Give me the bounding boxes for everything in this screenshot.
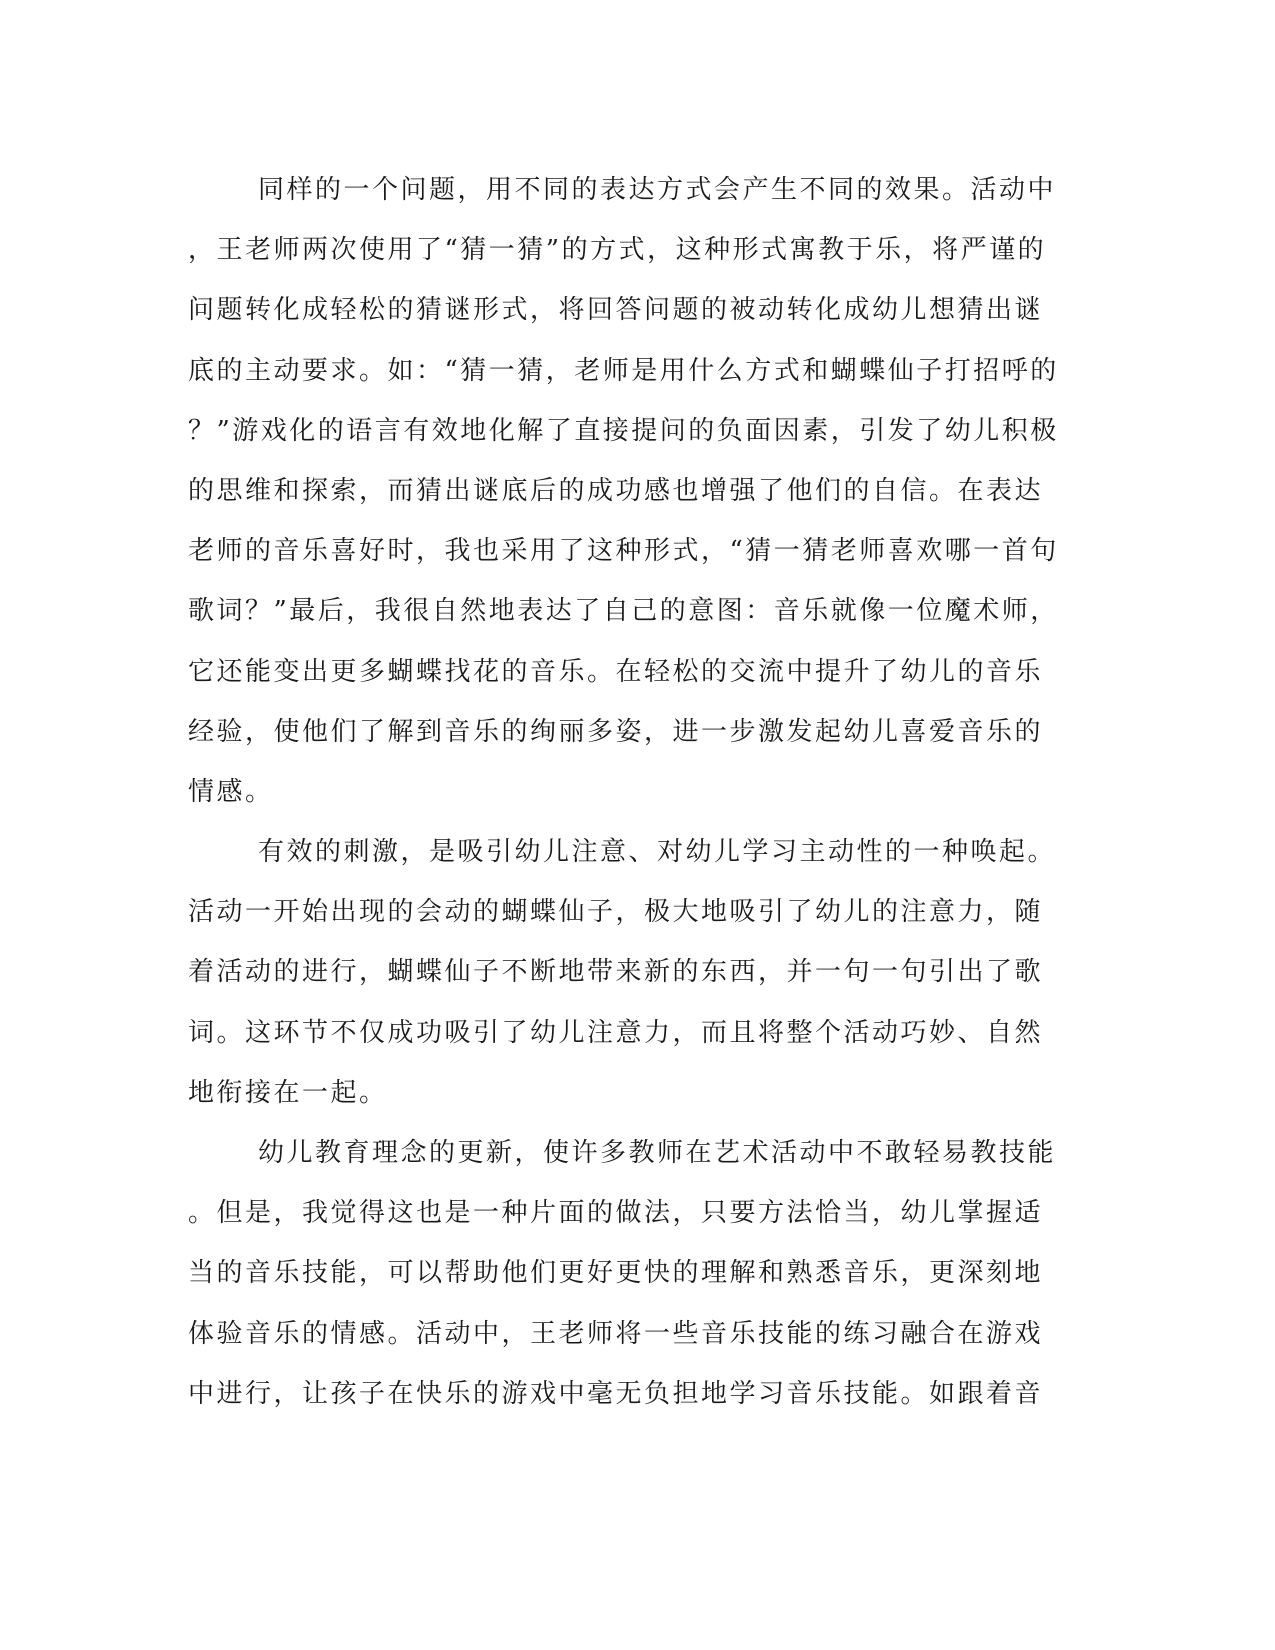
text-line: 活动一开始出现的会动的蝴蝶仙子，极大地吸引了幼儿的注意力，随 <box>188 897 1044 928</box>
text-line: ，王老师两次使用了“猜一猜”的方式，这种形式寓教于乐，将严谨的 <box>188 235 1047 266</box>
text-line: 问题转化成轻松的猜谜形式，将回答问题的被动转化成幼儿想猜出谜 <box>188 295 1044 326</box>
paragraph <box>188 160 1068 822</box>
text-line: 当的音乐技能，可以帮助他们更好更快的理解和熟悉音乐，更深刻地 <box>188 1258 1044 1289</box>
text-line: 经验，使他们了解到音乐的绚丽多姿，进一步激发起幼儿喜爱音乐的 <box>188 716 1044 747</box>
text-line: 情感。 <box>188 776 274 807</box>
text-line: 歌词？”最后，我很自然地表达了自己的意图：音乐就像一位魔术师， <box>188 596 1059 627</box>
text-line: ？”游戏化的语言有效地化解了直接提问的负面因素，引发了幼儿积极 <box>188 415 1059 446</box>
text-line: 它还能变出更多蝴蝶找花的音乐。在轻松的交流中提升了幼儿的音乐 <box>188 656 1044 687</box>
text-line: 词。这环节不仅成功吸引了幼儿注意力，而且将整个活动巧妙、自然 <box>188 1017 1044 1048</box>
text-line: 的思维和探索，而猜出谜底后的成功感也增强了他们的自信。在表达 <box>188 475 1044 506</box>
text-line: 。但是，我觉得这也是一种片面的做法，只要方法恰当，幼儿掌握适 <box>188 1198 1044 1229</box>
text-line: 体验音乐的情感。活动中，王老师将一些音乐技能的练习融合在游戏 <box>188 1318 1044 1349</box>
text-line: 底的主动要求。如：“猜一猜，老师是用什么方式和蝴蝶仙子打招呼的 <box>188 355 1059 386</box>
text-line: 有效的刺激，是吸引幼儿注意、对幼儿学习主动性的一种唤起。 <box>258 837 1057 868</box>
paragraph <box>188 822 1068 1123</box>
text-line: 同样的一个问题，用不同的表达方式会产生不同的效果。活动中 <box>258 175 1057 205</box>
text-line: 地衔接在一起。 <box>188 1077 388 1108</box>
body-text <box>188 160 1068 1424</box>
text-line: 中进行，让孩子在快乐的游戏中毫无负担地学习音乐技能。如跟着音 <box>188 1378 1044 1409</box>
text-line: 着活动的进行，蝴蝶仙子不断地带来新的东西，并一句一句引出了歌 <box>188 957 1044 988</box>
text-line: 老师的音乐喜好时，我也采用了这种形式，“猜一猜老师喜欢哪一首句 <box>188 536 1059 567</box>
text-line: 幼儿教育理念的更新，使许多教师在艺术活动中不敢轻易教技能 <box>258 1138 1057 1168</box>
paragraph <box>188 1123 1068 1424</box>
